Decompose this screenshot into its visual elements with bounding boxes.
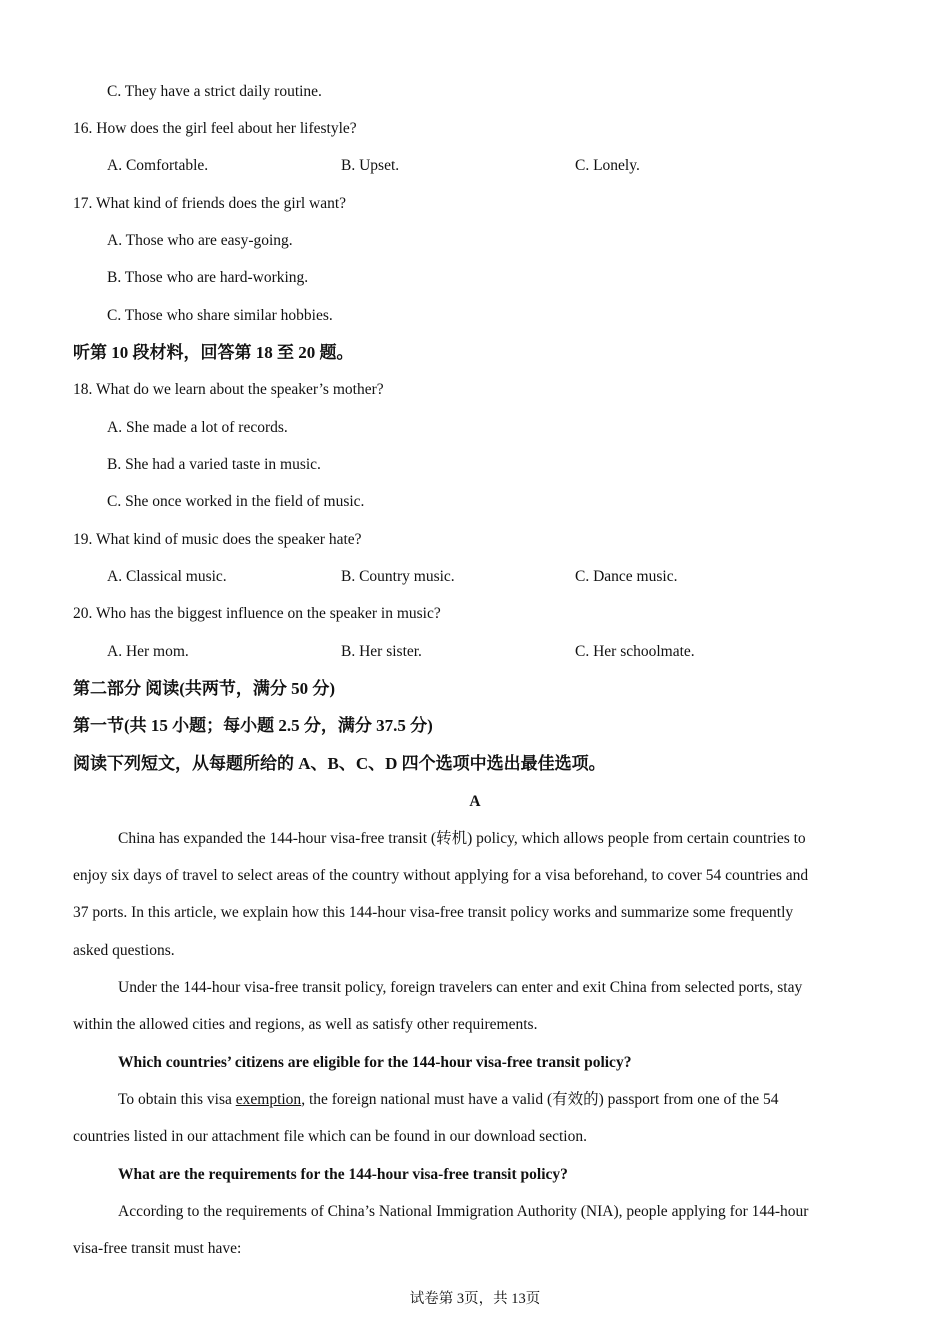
subheading-eligibility: Which countries’ citizens are eligible for the 144-hour visa-free transit policy? (118, 1054, 632, 1071)
q16-option-c: C. Lonely. (575, 157, 640, 174)
q17-option-a: A. Those who are easy-going. (107, 232, 293, 249)
p1-line-3: 37 ports. In this article, we explain how this 144-hour visa-free transit policy works and summarize some frequently (73, 904, 794, 921)
p3-text-after: , the foreign national must have a valid (有效的) passport from one of the 54 (301, 1091, 779, 1108)
section-10-heading: 听第 10 段材料，回答第 18 至 20 题。 (73, 343, 354, 362)
q20-question: 20. Who has the biggest influence on the speaker in music? (73, 605, 441, 622)
p1-line-4: asked questions. (73, 942, 175, 959)
p4-line-2: visa-free transit must have: (73, 1240, 242, 1257)
q15-option-c: C. They have a strict daily routine. (107, 83, 322, 100)
passage-label: A (469, 793, 481, 810)
q18-option-c: C. She once worked in the field of music. (107, 493, 365, 510)
p3-text-before: To obtain this visa (118, 1091, 236, 1108)
underlined-word-exemption: exemption (235, 1091, 302, 1108)
q16-option-b: B. Upset. (341, 157, 400, 174)
q19-option-b: B. Country music. (341, 568, 455, 585)
q19-option-c: C. Dance music. (575, 568, 678, 585)
p2-line-1: Under the 144-hour visa-free transit policy, foreign travelers can enter and exit China from selected ports, stay (118, 979, 803, 996)
q20-option-c: C. Her schoolmate. (575, 643, 695, 660)
q19-option-a: A. Classical music. (107, 568, 227, 585)
q16-option-a: A. Comfortable. (107, 157, 209, 174)
reading-instruction: 阅读下列短文，从每题所给的 A、B、C、D 四个选项中选出最佳选项。 (73, 754, 606, 773)
p2-line-2: within the allowed cities and regions, as well as satisfy other requirements. (73, 1016, 538, 1033)
q17-option-c: C. Those who share similar hobbies. (107, 307, 333, 324)
q20-option-a: A. Her mom. (107, 643, 189, 660)
q18-option-a: A. She made a lot of records. (107, 419, 288, 436)
page-footer: 试卷第 3页，共 13页 (409, 1291, 541, 1307)
p1-line-1: China has expanded the 144-hour visa-free transit (转机) policy, which allows people from certain countries to (118, 830, 806, 847)
section-one-title: 第一节(共 15 小题；每小题 2.5 分，满分 37.5 分) (73, 716, 433, 735)
q16-question: 16. How does the girl feel about her lifestyle? (73, 120, 357, 137)
q18-option-b: B. She had a varied taste in music. (107, 456, 321, 473)
p3-line-1 (118, 1090, 779, 1110)
q17-question: 17. What kind of friends does the girl want? (73, 195, 347, 212)
part-two-title: 第二部分 阅读(共两节，满分 50 分) (73, 679, 336, 698)
q17-option-b: B. Those who are hard-working. (107, 269, 309, 286)
q20-option-b: B. Her sister. (341, 643, 422, 660)
p4-line-1: According to the requirements of China’s National Immigration Authority (NIA), people applying for 144-hour (118, 1203, 809, 1220)
p3-line-2: countries listed in our attachment file which can be found in our download section. (73, 1128, 587, 1145)
q19-question: 19. What kind of music does the speaker hate? (73, 531, 362, 548)
q18-question: 18. What do we learn about the speaker’s mother? (73, 381, 384, 398)
subheading-requirements: What are the requirements for the 144-hour visa-free transit policy? (118, 1166, 568, 1183)
p1-line-2: enjoy six days of travel to select areas of the country without applying for a visa beforehand, to cover 54 countries and (73, 867, 809, 884)
